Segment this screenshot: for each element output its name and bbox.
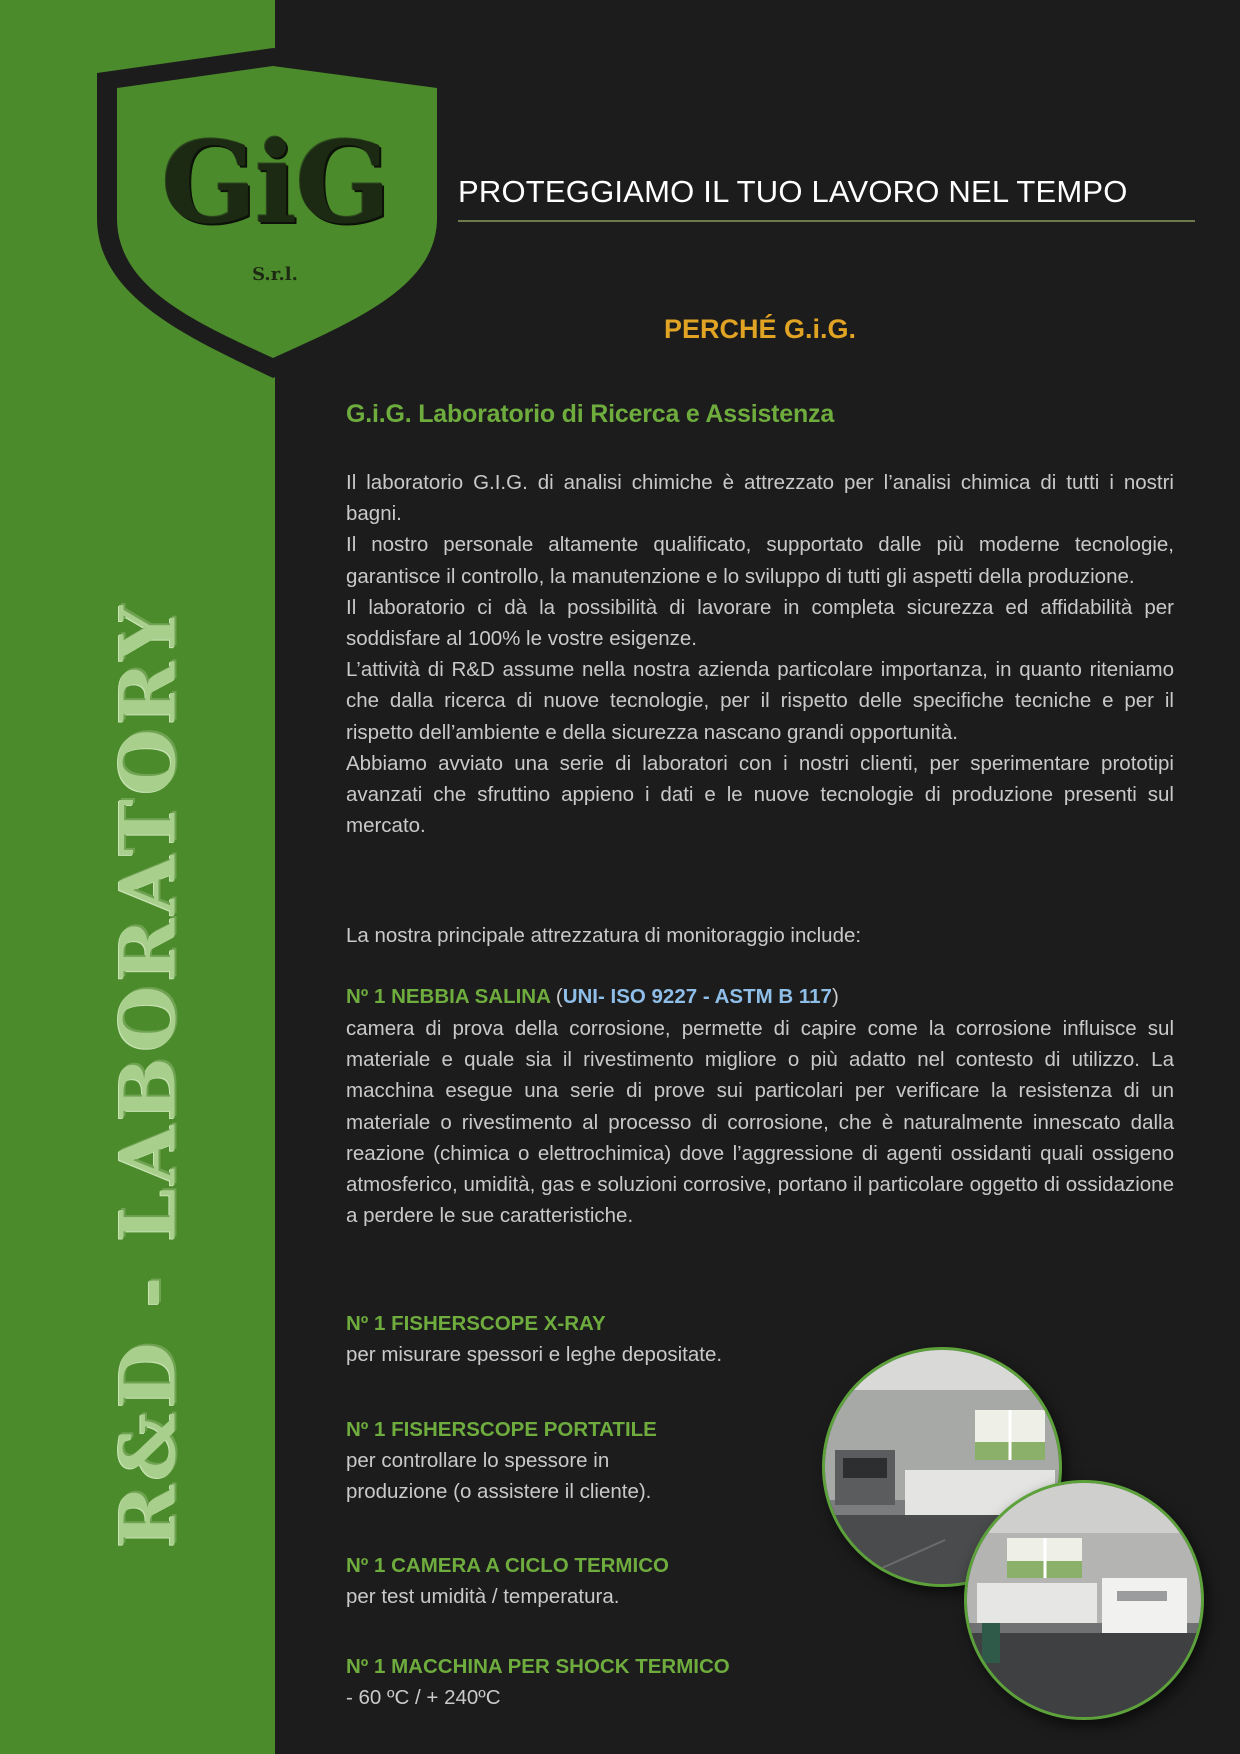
divider <box>458 220 1195 222</box>
equipment-description: camera di prova della corrosione, permette di capire come la corrosione influisce sul materiale e quale sia il rivestimento migliore o più adatto nel contesto di utilizzo. La macchina esegue una serie di prove sui particolari per verificare la resistenza di un materiale o rivestimento al processo di corrosione, che è naturalmente innescato dalla reazione (chimica o elettrochimica) dove l’aggressione di agenti ossidanti quali ossigeno atmosferico, umidità, gas e soluzioni corrosive, portano il particolare oggetto di ossidazione a perdere le sue caratteristiche. <box>346 1017 1174 1228</box>
equipment-standard: UNI- ISO 9227 - ASTM B 117 <box>562 985 832 1008</box>
logo-wordmark: GiG <box>161 118 389 249</box>
paragraph: Il laboratorio ci dà la possibilità di lavorare in completa sicurezza ed affidabilità per soddisfare al 100% le vostre esigenze. <box>346 595 1174 651</box>
equipment-description: per misurare spessori e leghe depositate. <box>346 1343 723 1366</box>
section-title: PERCHÉ G.i.G. <box>663 314 857 344</box>
equipment-title <box>346 981 839 1012</box>
lab-heading: G.i.G. Laboratorio di Ricerca e Assistenza <box>346 400 835 428</box>
equipment-title: Nº 1 MACCHINA PER SHOCK TERMICO <box>346 1655 730 1678</box>
paren-open: ( <box>555 985 563 1008</box>
equipment-description-line: per controllare lo spessore in <box>346 1449 610 1472</box>
page-tagline: PROTEGGIAMO IL TUO LAVORO NEL TEMPO <box>458 174 1128 209</box>
equipment-title: Nº 1 CAMERA A CICLO TERMICO <box>346 1554 669 1577</box>
equipment-intro: La nostra principale attrezzatura di monitoraggio include: <box>346 924 862 947</box>
paragraph: Abbiamo avviato una serie di laboratori con i nostri clienti, per sperimentare prototipi avanzati che sfruttino appieno i dati e le nuove tecnologie di produzione presenti sul mercato. <box>346 751 1174 838</box>
equipment-description: per test umidità / temperatura. <box>346 1585 620 1608</box>
lab-photo <box>964 1480 1204 1720</box>
equipment-description-line: produzione (o assistere il cliente). <box>346 1480 652 1503</box>
paragraph: Il nostro personale altamente qualificato, supportato dalle più moderne tecnologie, garantisce il controllo, la manutenzione e lo sviluppo di tutti gli aspetti della produzione. <box>346 533 1174 588</box>
equipment-title: Nº 1 FISHERSCOPE PORTATILE <box>346 1418 657 1441</box>
intro-text <box>346 467 1174 841</box>
paragraph: Il laboratorio G.I.G. di analisi chimiche è attrezzato per l’analisi chimica di tutti i nostri bagni. <box>346 471 1174 526</box>
paragraph: L’attività di R&D assume nella nostra azienda particolare importanza, in quanto riteniamo che dalla ricerca di nuove tecnologie, per il rispetto delle specifiche tecniche e per il rispetto dell’ambiente e della sicurezza nascano grandi opportunità. <box>346 658 1174 744</box>
equipment-title: Nº 1 FISHERSCOPE X-RAY <box>346 1312 606 1335</box>
logo-suffix: S.r.l. <box>252 264 298 285</box>
paren-close: ) <box>831 985 839 1008</box>
equipment-name: Nº 1 NEBBIA SALINA <box>346 985 551 1008</box>
equipment-description: - 60 ºC / + 240ºC <box>346 1686 501 1709</box>
vertical-title: R&D - LABORATORY <box>103 601 193 1549</box>
